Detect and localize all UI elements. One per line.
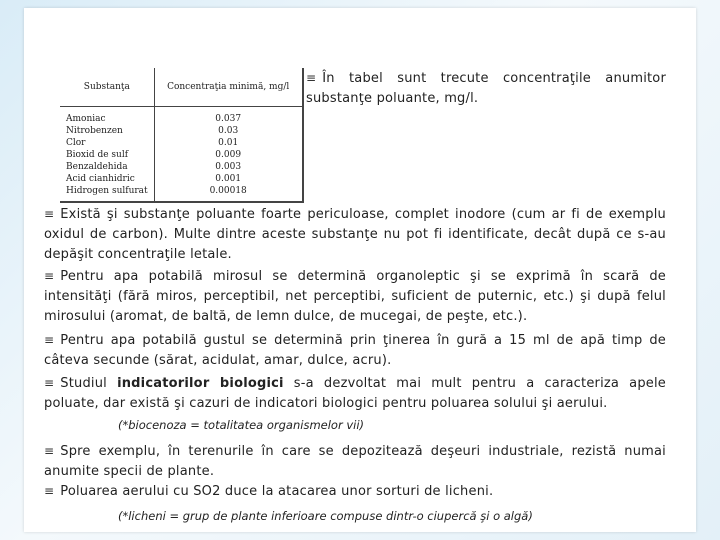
paragraph-text: Pentru apa potabilă mirosul se determină organoleptic şi se exprimă în scară de intensităţi (fără miros, perceptibil, net perceptibi, suficient de puternic, etc.) şi după felul mirosului (aromat, de baltă, de lemn dulce, de mucegai, de peşte, etc.). xyxy=(44,269,666,324)
note-biocenoza: (*biocenoza = totalitatea organismelor vii) xyxy=(118,418,365,432)
concentration-value: 0.03 xyxy=(218,126,239,136)
intro-paragraph xyxy=(306,68,666,109)
bullet-icon: ≡ xyxy=(44,207,55,221)
paragraph-taste xyxy=(44,330,666,371)
paragraph-smell xyxy=(44,266,666,327)
paragraph-text: s-a dezvoltat mai mult pentru a caracteriza apele poluate, dar există şi cazuri de indicatori biologici pentru poluarea solului şi aerului. xyxy=(44,376,666,411)
concentration-value: 0.037 xyxy=(215,114,242,124)
header-substance: Substanţa xyxy=(60,68,154,107)
substance-names-cell xyxy=(60,107,154,203)
substance-name: Amoniac xyxy=(66,114,106,124)
paragraph-text: Spre exemplu, în terenurile în care se depozitează deşeuri industriale, rezistă numai anumite specii de plante. xyxy=(44,444,666,479)
paragraph-inodorous xyxy=(44,204,666,265)
bold-term: indicatorilor biologici xyxy=(117,376,284,391)
concentration-values-cell xyxy=(154,107,303,203)
bullet-icon: ≡ xyxy=(306,71,317,85)
concentration-value: 0.00018 xyxy=(209,186,247,196)
bullet-icon: ≡ xyxy=(44,484,55,498)
concentration-table xyxy=(60,68,304,203)
paragraph-text: Poluarea aerului cu SO2 duce la atacarea unor sorturi de licheni. xyxy=(60,484,494,499)
concentration-value: 0.01 xyxy=(218,138,239,148)
substance-name: Hidrogen sulfurat xyxy=(66,186,148,196)
concentration-value: 0.001 xyxy=(215,174,242,184)
paragraph-lichens xyxy=(44,481,666,502)
substance-name: Acid cianhidric xyxy=(66,174,135,184)
substance-name: Clor xyxy=(66,138,86,148)
bullet-icon: ≡ xyxy=(44,376,55,390)
substance-name: Bioxid de sulf xyxy=(66,150,129,160)
intro-text: În tabel sunt trecute concentraţile anumitor substanţe poluante, mg/l. xyxy=(306,71,666,106)
paragraph-biological-indicators xyxy=(44,373,666,414)
paragraph-text: Studiul xyxy=(60,376,118,391)
bullet-icon: ≡ xyxy=(44,333,55,347)
bullet-icon: ≡ xyxy=(44,269,55,283)
concentration-value: 0.009 xyxy=(215,150,242,160)
bullet-icon: ≡ xyxy=(44,444,55,458)
note-licheni: (*licheni = grup de plante inferioare compuse dintr-o ciupercă şi o algă) xyxy=(118,509,533,523)
header-concentration: Concentraţia minimă, mg/l xyxy=(154,68,303,107)
substance-name: Benzaldehida xyxy=(66,162,128,172)
paragraph-text: Există şi substanţe poluante foarte periculoase, complet inodore (cum ar fi de exemplu oxidul de carbon). Multe dintre aceste substanţe nu pot fi identificate, decât după ce s-au depăşit concentraţile letale. xyxy=(44,207,666,262)
paragraph-text: Pentru apa potabilă gustul se determină prin ţinerea în gură a 15 ml de apă timp de câteva secunde (sărat, acidulat, amar, dulce, acru). xyxy=(44,333,666,368)
concentration-value: 0.003 xyxy=(215,162,242,172)
paragraph-plants xyxy=(44,441,666,482)
substance-name: Nitrobenzen xyxy=(66,126,123,136)
